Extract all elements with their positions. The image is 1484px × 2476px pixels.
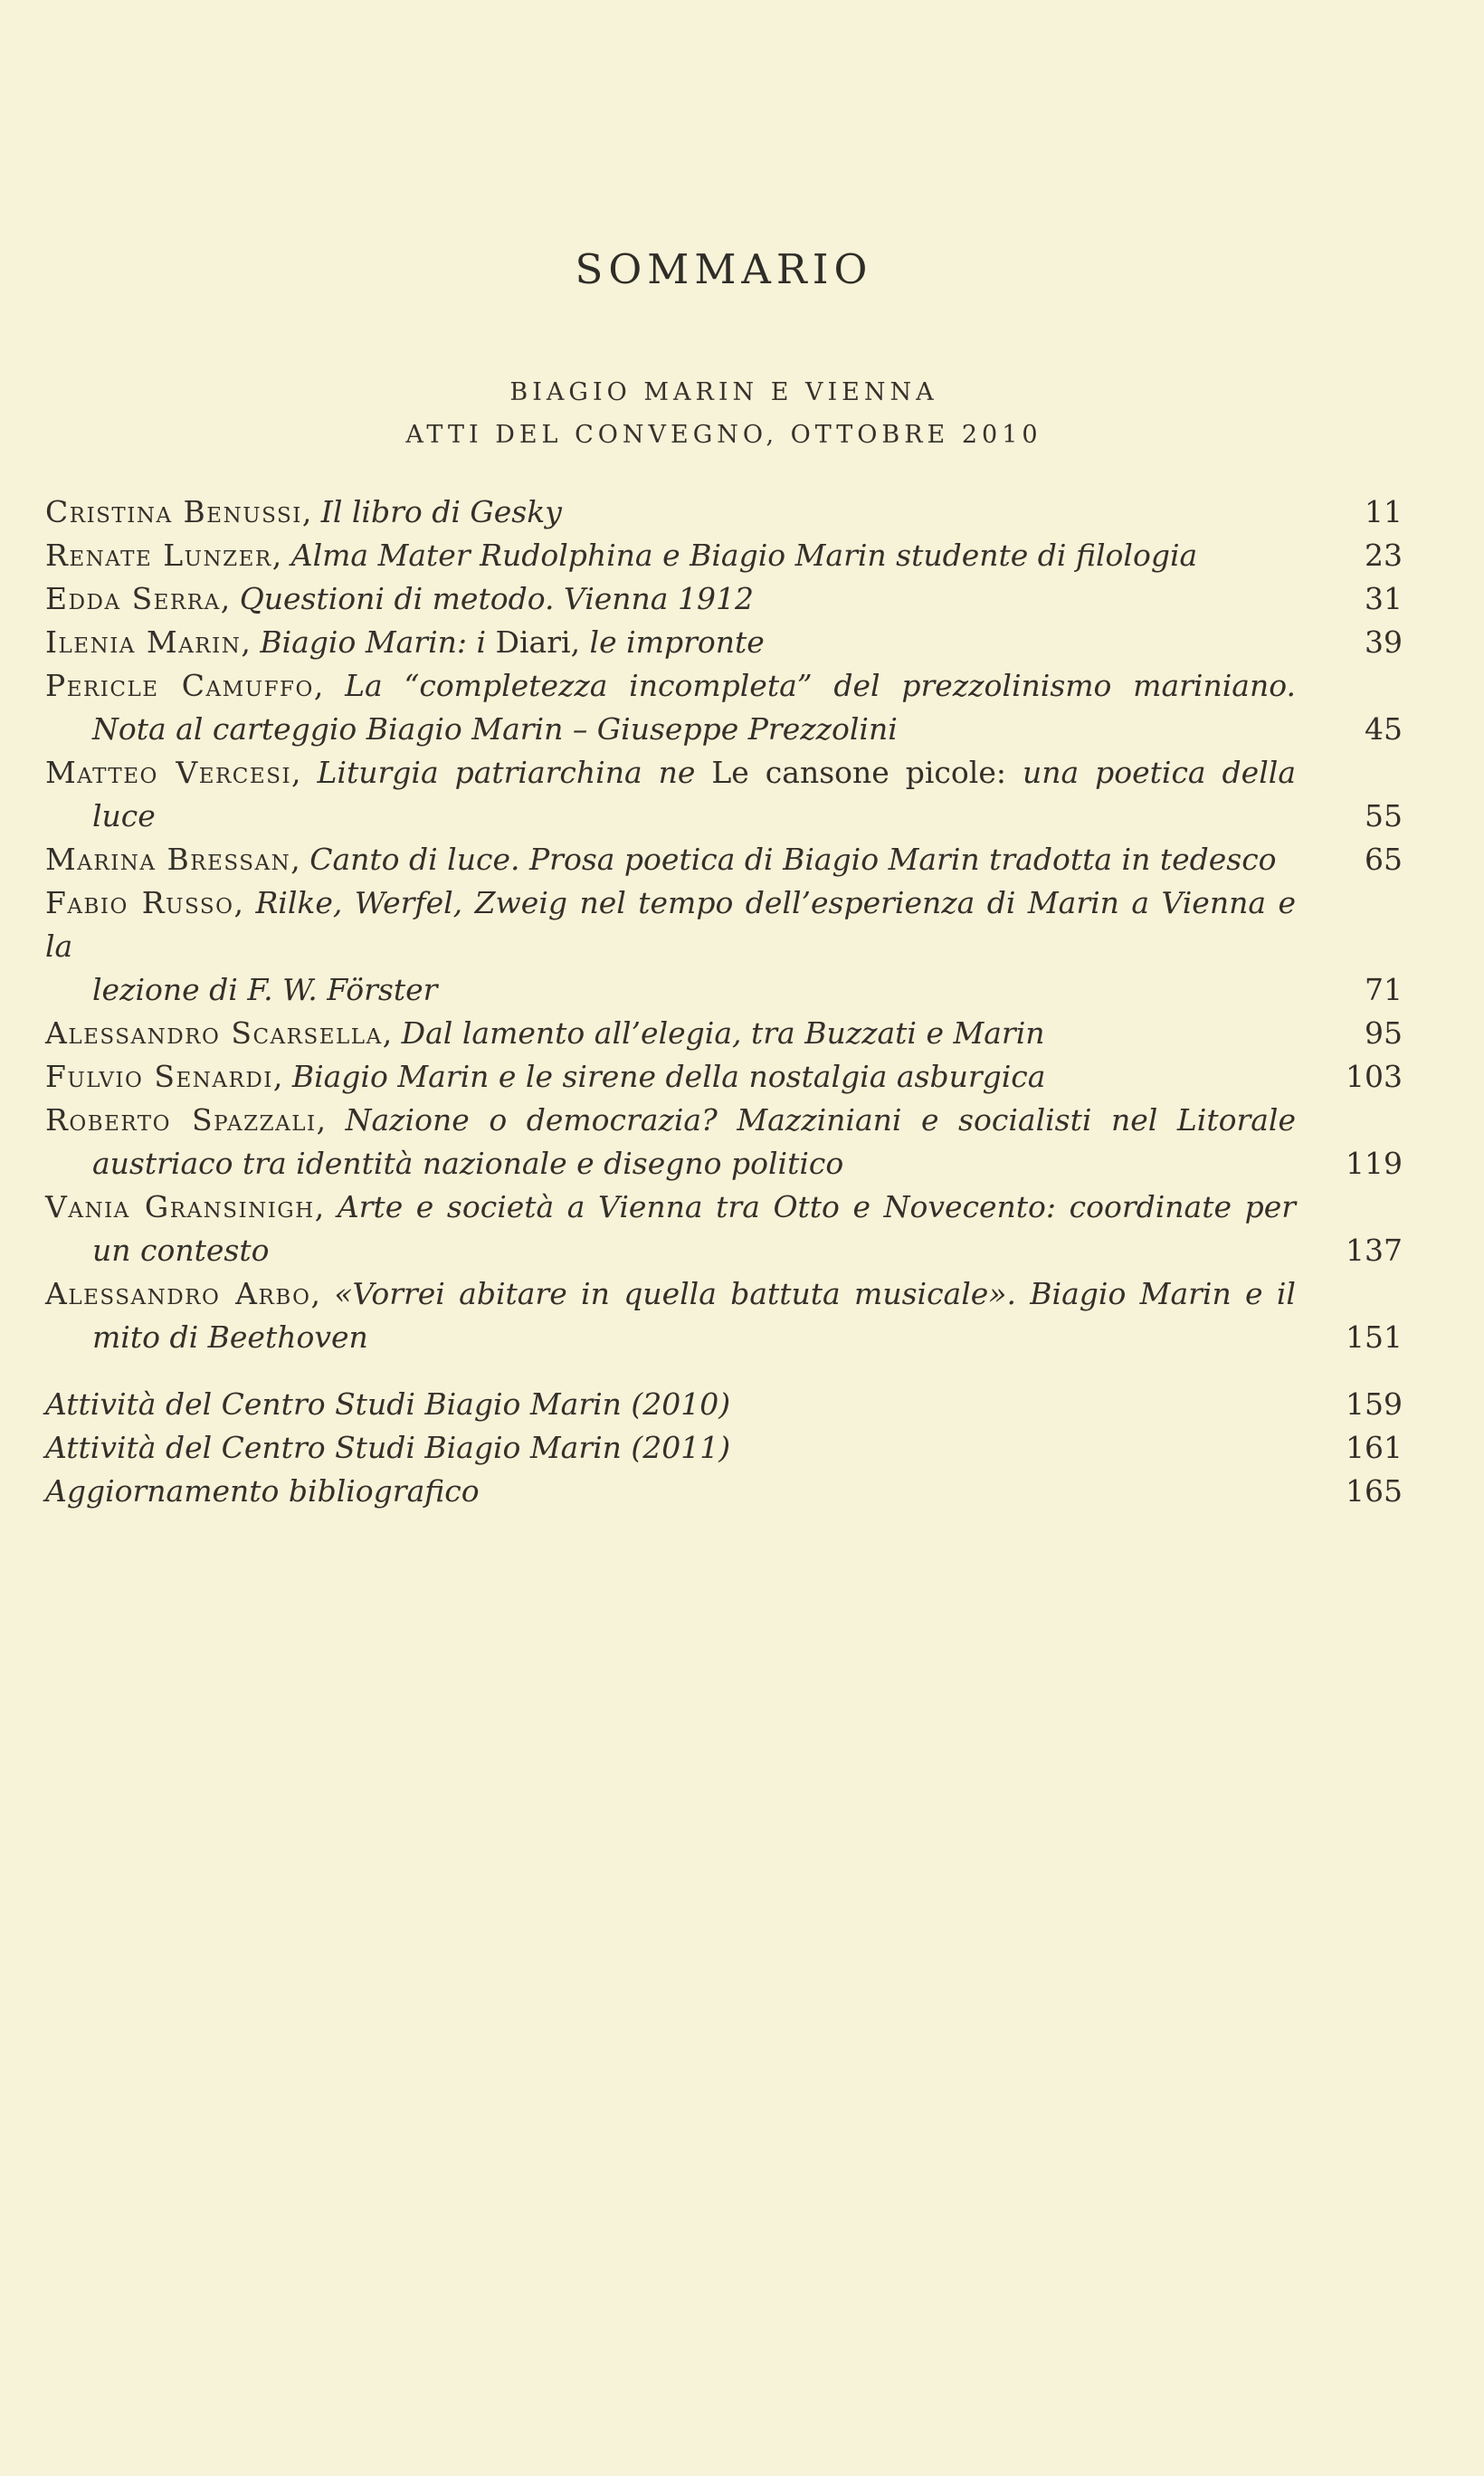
toc-line <box>45 1012 1403 1055</box>
toc-title-segment: , <box>310 1276 335 1311</box>
toc-line <box>45 838 1403 881</box>
toc-line <box>45 1186 1403 1229</box>
toc-entry-text <box>45 534 1303 577</box>
toc-title-segment: Dal lamento all’elegia, tra Buzzati e Marin <box>401 1015 1045 1051</box>
toc-page-number: 55 <box>1365 798 1403 833</box>
toc-author-name: Alessandro Scarsella <box>45 1015 383 1051</box>
toc-line <box>45 1099 1403 1142</box>
toc-title-segment: , <box>290 842 310 877</box>
toc-title-segment: , <box>220 581 240 616</box>
section-heading-line-2: ATTI DEL CONVEGNO, OTTOBRE 2010 <box>405 421 1042 449</box>
toc-line <box>45 881 1403 968</box>
toc-entry-text <box>45 795 1303 838</box>
toc-author-name: Ilenia Marin <box>45 624 242 660</box>
toc-title-segment: Biagio Marin e le sirene della nostalgia asburgica <box>291 1059 1046 1094</box>
toc-title-segment: Nota al carteggio Biagio Marin – Giuseppe Prezzolini <box>92 711 898 747</box>
toc-page-number: 39 <box>1365 624 1403 660</box>
toc-title-segment: austriaco tra identità nazionale e disegno politico <box>92 1146 844 1181</box>
toc-title-segment: , <box>382 1015 402 1051</box>
toc-line <box>45 1055 1403 1099</box>
toc-entry-text <box>45 490 1303 534</box>
toc-entry-text <box>45 664 1303 708</box>
toc-author-name: Roberto Spazzali <box>45 1102 317 1138</box>
toc-page-number: 31 <box>1365 581 1403 616</box>
toc-title-segment: , <box>313 668 346 703</box>
toc-author-name: Fulvio Senardi <box>45 1059 273 1094</box>
toc-title-segment: luce <box>92 798 156 833</box>
toc-title-segment: Biagio Marin: i <box>260 624 496 660</box>
toc-entry-text <box>45 1229 1303 1272</box>
toc-line <box>45 621 1403 664</box>
toc-title-segment: , <box>233 885 256 920</box>
toc-entry-text <box>45 1426 1303 1470</box>
toc-title-segment: La “completezza incompleta” del prezzolinismo mariniano. <box>345 668 1296 703</box>
toc-page-number: 159 <box>1346 1386 1403 1422</box>
toc-entry-text <box>45 1012 1303 1055</box>
toc-entry-text <box>45 577 1303 621</box>
toc-author-name: Edda Serra <box>45 581 221 616</box>
toc-line <box>45 664 1403 708</box>
toc-line <box>45 1426 1403 1470</box>
toc-entry-text <box>45 1316 1303 1359</box>
toc-author-name: Renate Lunzer <box>45 538 272 573</box>
toc-title-segment: , <box>272 1059 292 1094</box>
toc-page-number: 11 <box>1365 494 1403 529</box>
toc-page-number: 23 <box>1365 538 1403 573</box>
toc-line <box>45 1272 1403 1316</box>
toc-line <box>45 708 1403 751</box>
toc-title-segment: Alma Mater Rudolphina e Biagio Marin studente di filologia <box>290 538 1198 573</box>
toc-page-number: 161 <box>1346 1430 1403 1465</box>
toc-page-number: 65 <box>1365 842 1403 877</box>
toc-page-number: 165 <box>1346 1473 1403 1509</box>
toc-title-segment: Attività del Centro Studi Biagio Marin (2011) <box>45 1430 731 1465</box>
toc-author-name: Pericle Camuffo <box>45 668 314 703</box>
toc-title-segment: , <box>301 494 321 529</box>
toc-title-segment: Diari, <box>495 624 581 660</box>
toc-title-segment: Canto di luce. Prosa poetica di Biagio Marin tradotta in tedesco <box>309 842 1277 877</box>
toc-entry-text <box>45 1099 1303 1142</box>
toc-title-segment: Aggiornamento bibliografico <box>45 1473 480 1509</box>
toc-author-name: Marina Bressan <box>45 842 291 877</box>
toc-title-segment: Il libro di Gesky <box>320 494 562 529</box>
toc-title-segment: Le cansone picole: <box>711 755 1006 790</box>
toc-page-number: 119 <box>1346 1146 1403 1181</box>
toc-title-segment: , <box>271 538 291 573</box>
toc-page-number: 151 <box>1346 1319 1403 1355</box>
toc-line <box>45 968 1403 1012</box>
toc-title-segment: Attività del Centro Studi Biagio Marin (2010) <box>45 1386 731 1422</box>
toc-title-segment: lezione di F. W. Förster <box>92 972 438 1007</box>
toc-page-number: 103 <box>1346 1059 1403 1094</box>
toc-line <box>45 534 1403 577</box>
toc-entry-text <box>45 1055 1303 1099</box>
toc-title-segment: un contesto <box>92 1233 270 1268</box>
toc-title-segment: Rilke, Werfel, Zweig nel tempo dell’esperienza di Marin a Vienna e la <box>45 885 1296 964</box>
toc-title-segment: Nazione o democrazia? Mazziniani e socialisti nel Litorale <box>345 1102 1296 1138</box>
toc-line <box>45 751 1403 795</box>
toc-title-segment: mito di Beethoven <box>92 1319 368 1355</box>
toc-page-number: 95 <box>1365 1015 1403 1051</box>
section-heading-line-1: BIAGIO MARIN E VIENNA <box>509 378 938 406</box>
toc-title-segment: Arte e società a Vienna tra Otto e Novecento: coordinate per <box>337 1189 1296 1224</box>
toc-title-segment: , <box>241 624 261 660</box>
toc-author-name: Vania Gransinigh <box>45 1189 315 1224</box>
toc-entry-text <box>45 1186 1303 1229</box>
toc-entry-text <box>45 968 1303 1012</box>
toc-page-number: 45 <box>1365 711 1403 747</box>
toc-title-segment: , <box>316 1102 346 1138</box>
toc-line <box>45 577 1403 621</box>
toc-page-number: 71 <box>1365 972 1403 1007</box>
toc-author-name: Fabio Russo <box>45 885 234 920</box>
toc-author-name: Cristina Benussi <box>45 494 302 529</box>
toc-entry-text <box>45 1470 1303 1513</box>
toc-line <box>45 1142 1403 1186</box>
page-title: SOMMARIO <box>575 245 873 293</box>
toc-line <box>45 1316 1403 1359</box>
toc-line <box>45 490 1403 534</box>
toc-title-segment: «Vorrei abitare in quella battuta musicale». Biagio Marin e il <box>334 1276 1296 1311</box>
toc-title-segment: , <box>314 1189 338 1224</box>
toc-author-name: Alessandro Arbo <box>45 1276 311 1311</box>
toc-title-segment: una poetica della <box>1005 755 1296 790</box>
toc-title-segment: , <box>291 755 318 790</box>
toc-entry-text <box>45 1383 1303 1426</box>
toc-title-segment: le impronte <box>580 624 765 660</box>
toc-entry-text <box>45 621 1303 664</box>
toc-line <box>45 1383 1403 1426</box>
toc-entry-text <box>45 1142 1303 1186</box>
toc-entry-text <box>45 708 1303 751</box>
section-heading <box>45 371 1403 456</box>
toc-line <box>45 1229 1403 1272</box>
toc-entry-text <box>45 1272 1303 1316</box>
toc-line <box>45 1470 1403 1513</box>
toc-entry-text <box>45 881 1303 968</box>
toc-author-name: Matteo Vercesi <box>45 755 292 790</box>
toc-title-segment: Liturgia patriarchina ne <box>317 755 712 790</box>
table-of-contents <box>45 490 1403 1513</box>
toc-line <box>45 795 1403 838</box>
toc-title-segment: Questioni di metodo. Vienna 1912 <box>239 581 754 616</box>
toc-page-number: 137 <box>1346 1233 1403 1268</box>
toc-entry-text <box>45 838 1303 881</box>
toc-entry-text <box>45 751 1303 795</box>
